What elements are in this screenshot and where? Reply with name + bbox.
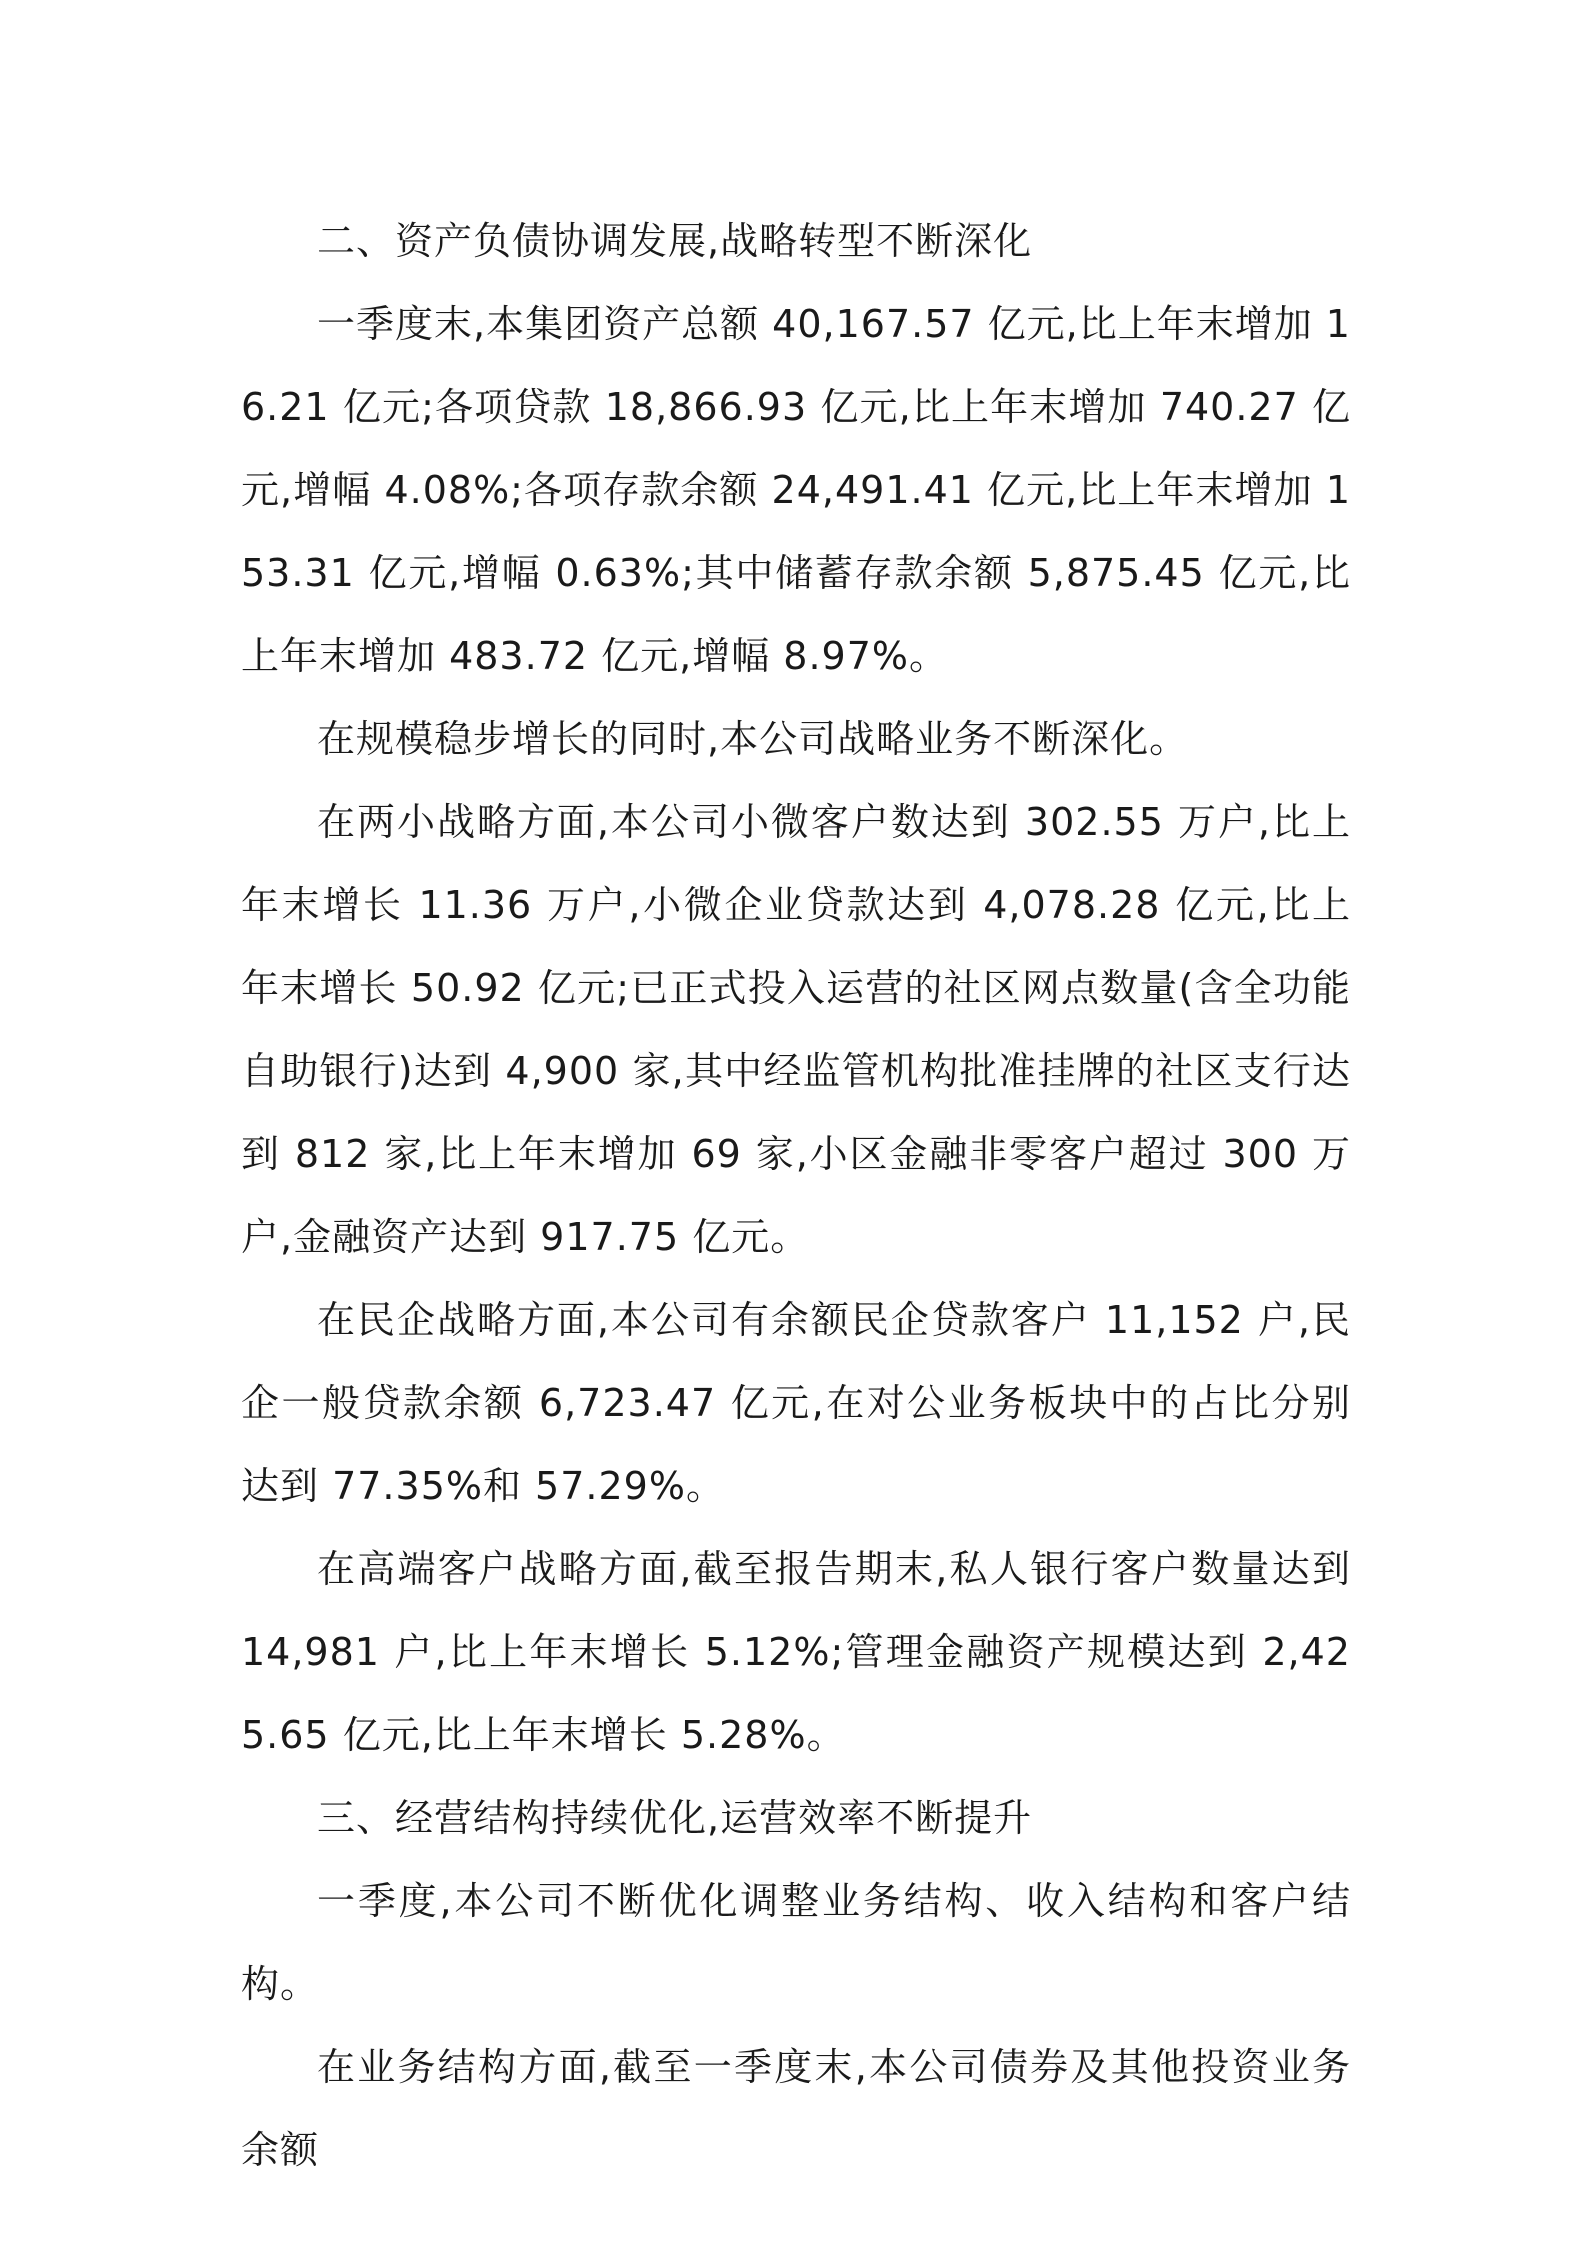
paragraph-assets: 一季度末,本集团资产总额 40,167.57 亿元,比上年末增加 16.21 亿元;各项贷款 18,866.93 亿元,比上年末增加 740.27 亿元,增幅 4.08%;各项存款余额 24,491.41 亿元,比上年末增加 153.31 亿元,增幅 0.63%;其中储蓄存款余额 5,875.45 亿元,比上年末增加 483.72 亿元,增幅 8.97%。 [241, 302, 1351, 678]
paragraph-business-structure: 在业务结构方面,截至一季度末,本公司债券及其他投资业务余额 [241, 2045, 1351, 2172]
section-heading-2: 二、资产负债协调发展,战略转型不断深化 [317, 219, 1033, 263]
document-body [241, 200, 1351, 2192]
section-heading-3: 三、经营结构持续优化,运营效率不断提升 [317, 1796, 1033, 1840]
paragraph-q1-structure: 一季度,本公司不断优化调整业务结构、收入结构和客户结构。 [241, 1879, 1351, 2006]
paragraph-private-enterprise-strategy: 在民企战略方面,本公司有余额民企贷款客户 11,152 户,民企一般贷款余额 6,723.47 亿元,在对公业务板块中的占比分别达到 77.35%和 57.29%。 [241, 1298, 1351, 1508]
paragraph-two-small-strategy: 在两小战略方面,本公司小微客户数达到 302.55 万户,比上年末增长 11.36 万户,小微企业贷款达到 4,078.28 亿元,比上年末增长 50.92 亿元;已正式投入运营的社区网点数量(含全功能自助银行)达到 4,900 家,其中经监管机构批准挂牌的社区支行达到 812 家,比上年末增加 69 家,小区金融非零客户超过 300 万户,金融资产达到 917.75 亿元。 [241, 800, 1351, 1259]
paragraph-strategy: 在规模稳步增长的同时,本公司战略业务不断深化。 [317, 717, 1189, 761]
paragraph-high-end-client-strategy: 在高端客户战略方面,截至报告期末,私人银行客户数量达到 14,981 户,比上年末增长 5.12%;管理金融资产规模达到 2,425.65 亿元,比上年末增长 5.28%。 [241, 1547, 1351, 1757]
